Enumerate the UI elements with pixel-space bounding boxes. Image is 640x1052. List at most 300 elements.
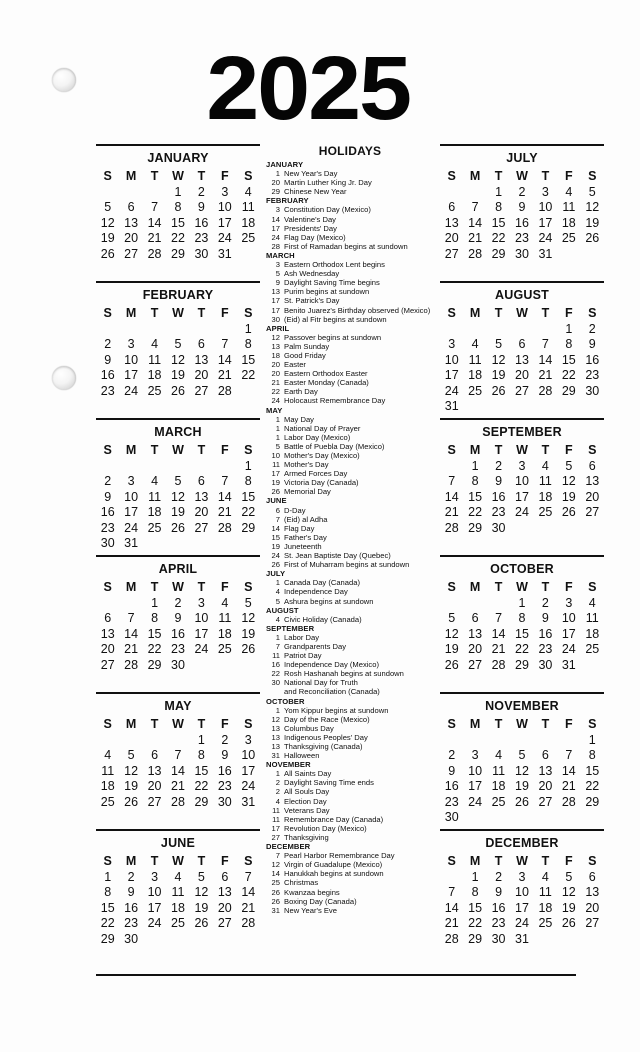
day-cell[interactable]: 23: [491, 505, 506, 520]
day-cell[interactable]: 10: [241, 748, 256, 763]
day-cell[interactable]: 7: [448, 885, 456, 900]
day-cell[interactable]: 27: [585, 505, 600, 520]
day-cell[interactable]: 7: [174, 748, 182, 763]
day-cell[interactable]: 7: [127, 611, 135, 626]
day-cell[interactable]: 13: [124, 215, 139, 230]
day-cell[interactable]: 20: [194, 505, 209, 520]
day-cell[interactable]: 17: [468, 779, 483, 794]
day-cell[interactable]: 30: [100, 536, 115, 551]
day-cell[interactable]: 28: [444, 520, 459, 535]
day-cell[interactable]: 30: [217, 794, 232, 809]
day-cell[interactable]: 12: [171, 352, 185, 367]
day-cell[interactable]: 2: [518, 184, 526, 199]
day-cell[interactable]: 8: [588, 748, 596, 763]
day-cell[interactable]: 14: [468, 215, 483, 230]
day-cell[interactable]: 30: [585, 383, 600, 398]
day-cell[interactable]: 26: [100, 246, 115, 261]
day-cell[interactable]: 1: [244, 458, 252, 473]
day-cell[interactable]: 30: [538, 657, 553, 672]
day-cell[interactable]: 22: [241, 505, 256, 520]
day-cell[interactable]: 18: [491, 779, 506, 794]
day-cell[interactable]: 2: [495, 869, 503, 884]
day-cell[interactable]: 1: [471, 458, 479, 473]
day-cell[interactable]: 1: [174, 184, 182, 199]
day-cell[interactable]: 2: [174, 595, 182, 610]
day-cell[interactable]: 27: [515, 383, 529, 398]
day-cell[interactable]: 8: [495, 200, 503, 215]
day-cell[interactable]: 15: [468, 489, 483, 504]
day-cell[interactable]: 9: [588, 337, 596, 352]
day-cell[interactable]: 31: [217, 246, 232, 261]
day-cell[interactable]: 10: [444, 352, 459, 367]
day-cell[interactable]: 12: [100, 215, 115, 230]
day-cell[interactable]: 12: [124, 763, 139, 778]
day-cell[interactable]: 16: [491, 900, 506, 915]
day-cell[interactable]: 20: [100, 642, 115, 657]
day-cell[interactable]: 19: [100, 231, 115, 246]
day-cell[interactable]: 15: [147, 626, 162, 641]
day-cell[interactable]: 30: [194, 246, 209, 261]
day-cell[interactable]: 21: [444, 505, 459, 520]
day-cell[interactable]: 23: [124, 916, 139, 931]
day-cell[interactable]: 25: [171, 916, 185, 931]
day-cell[interactable]: 20: [585, 489, 600, 504]
day-cell[interactable]: 3: [541, 184, 549, 199]
day-cell[interactable]: 11: [538, 885, 552, 900]
day-cell[interactable]: 6: [541, 748, 549, 763]
day-cell[interactable]: 25: [538, 505, 553, 520]
day-cell[interactable]: 18: [147, 368, 162, 383]
day-cell[interactable]: 13: [147, 763, 162, 778]
day-cell[interactable]: 22: [491, 231, 506, 246]
day-cell[interactable]: 24: [124, 383, 139, 398]
day-cell[interactable]: 3: [151, 869, 159, 884]
day-cell[interactable]: 26: [585, 231, 600, 246]
day-cell[interactable]: 8: [471, 474, 479, 489]
day-cell[interactable]: 22: [194, 779, 209, 794]
day-cell[interactable]: 15: [491, 215, 506, 230]
day-cell[interactable]: 7: [471, 200, 479, 215]
day-cell[interactable]: 1: [565, 321, 573, 336]
day-cell[interactable]: 8: [518, 611, 526, 626]
day-cell[interactable]: 5: [518, 748, 526, 763]
day-cell[interactable]: 27: [585, 916, 600, 931]
day-cell[interactable]: 9: [495, 474, 503, 489]
day-cell[interactable]: 30: [491, 520, 506, 535]
day-cell[interactable]: 16: [100, 368, 115, 383]
day-cell[interactable]: 28: [241, 916, 256, 931]
day-cell[interactable]: 15: [100, 900, 115, 915]
day-cell[interactable]: 10: [538, 200, 553, 215]
day-cell[interactable]: 29: [147, 657, 162, 672]
day-cell[interactable]: 25: [468, 383, 483, 398]
day-cell[interactable]: 31: [124, 536, 139, 551]
day-cell[interactable]: 11: [218, 611, 232, 626]
day-cell[interactable]: 14: [124, 626, 139, 641]
day-cell[interactable]: 6: [197, 337, 205, 352]
day-cell[interactable]: 11: [468, 352, 482, 367]
day-cell[interactable]: 1: [471, 869, 479, 884]
day-cell[interactable]: 2: [221, 732, 229, 747]
day-cell[interactable]: 3: [221, 184, 229, 199]
day-cell[interactable]: 22: [241, 368, 256, 383]
day-cell[interactable]: 14: [538, 352, 553, 367]
day-cell[interactable]: 25: [100, 794, 115, 809]
day-cell[interactable]: 13: [468, 626, 483, 641]
day-cell[interactable]: 11: [101, 763, 115, 778]
day-cell[interactable]: 9: [127, 885, 135, 900]
day-cell[interactable]: 27: [217, 916, 232, 931]
day-cell[interactable]: 7: [541, 337, 549, 352]
day-cell[interactable]: 27: [194, 520, 209, 535]
day-cell[interactable]: 8: [244, 474, 252, 489]
day-cell[interactable]: 18: [468, 368, 483, 383]
day-cell[interactable]: 28: [468, 246, 483, 261]
day-cell[interactable]: 24: [538, 231, 553, 246]
day-cell[interactable]: 14: [561, 763, 576, 778]
day-cell[interactable]: 10: [561, 611, 576, 626]
day-cell[interactable]: 8: [565, 337, 573, 352]
day-cell[interactable]: 16: [515, 215, 529, 230]
day-cell[interactable]: 19: [585, 215, 600, 230]
day-cell[interactable]: 11: [148, 489, 162, 504]
day-cell[interactable]: 29: [194, 794, 209, 809]
day-cell[interactable]: 15: [241, 352, 256, 367]
day-cell[interactable]: 8: [197, 748, 205, 763]
day-cell[interactable]: 23: [538, 642, 553, 657]
day-cell[interactable]: 1: [151, 595, 159, 610]
day-cell[interactable]: 31: [444, 399, 459, 414]
day-cell[interactable]: 14: [217, 352, 232, 367]
day-cell[interactable]: 19: [444, 642, 459, 657]
day-cell[interactable]: 26: [491, 383, 506, 398]
day-cell[interactable]: 17: [124, 505, 139, 520]
day-cell[interactable]: 4: [565, 184, 573, 199]
day-cell[interactable]: 12: [444, 626, 459, 641]
day-cell[interactable]: 23: [515, 231, 529, 246]
day-cell[interactable]: 29: [468, 520, 483, 535]
day-cell[interactable]: 13: [194, 489, 209, 504]
day-cell[interactable]: 25: [147, 520, 162, 535]
day-cell[interactable]: 26: [561, 916, 576, 931]
day-cell[interactable]: 16: [491, 489, 506, 504]
day-cell[interactable]: 13: [194, 352, 209, 367]
day-cell[interactable]: 11: [492, 763, 506, 778]
day-cell[interactable]: 11: [585, 611, 599, 626]
day-cell[interactable]: 5: [174, 474, 182, 489]
day-cell[interactable]: 22: [468, 505, 483, 520]
day-cell[interactable]: 20: [538, 779, 553, 794]
day-cell[interactable]: 16: [100, 505, 115, 520]
day-cell[interactable]: 10: [194, 611, 209, 626]
day-cell[interactable]: 12: [171, 489, 185, 504]
day-cell[interactable]: 10: [124, 352, 139, 367]
day-cell[interactable]: 20: [124, 231, 139, 246]
day-cell[interactable]: 3: [518, 869, 526, 884]
day-cell[interactable]: 2: [104, 474, 112, 489]
day-cell[interactable]: 5: [174, 337, 182, 352]
day-cell[interactable]: 29: [171, 246, 185, 261]
day-cell[interactable]: 5: [244, 595, 252, 610]
day-cell[interactable]: 9: [104, 489, 112, 504]
day-cell[interactable]: 21: [444, 916, 459, 931]
day-cell[interactable]: 6: [221, 869, 229, 884]
day-cell[interactable]: 29: [515, 657, 529, 672]
day-cell[interactable]: 27: [100, 657, 115, 672]
day-cell[interactable]: 24: [217, 231, 232, 246]
day-cell[interactable]: 28: [171, 794, 185, 809]
day-cell[interactable]: 23: [100, 383, 115, 398]
day-cell[interactable]: 1: [588, 732, 596, 747]
day-cell[interactable]: 28: [444, 931, 459, 946]
day-cell[interactable]: 4: [151, 337, 159, 352]
day-cell[interactable]: 27: [147, 794, 162, 809]
day-cell[interactable]: 26: [561, 505, 576, 520]
day-cell[interactable]: 19: [561, 900, 576, 915]
day-cell[interactable]: 6: [518, 337, 526, 352]
day-cell[interactable]: 21: [217, 505, 232, 520]
day-cell[interactable]: 2: [127, 869, 135, 884]
day-cell[interactable]: 13: [538, 763, 553, 778]
day-cell[interactable]: 3: [471, 748, 479, 763]
day-cell[interactable]: 29: [491, 246, 506, 261]
day-cell[interactable]: 9: [541, 611, 549, 626]
day-cell[interactable]: 6: [448, 200, 456, 215]
day-cell[interactable]: 14: [444, 900, 459, 915]
day-cell[interactable]: 24: [194, 642, 209, 657]
day-cell[interactable]: 30: [515, 246, 529, 261]
day-cell[interactable]: 20: [194, 368, 209, 383]
day-cell[interactable]: 10: [217, 200, 232, 215]
day-cell[interactable]: 29: [100, 931, 115, 946]
day-cell[interactable]: 5: [104, 200, 112, 215]
day-cell[interactable]: 12: [194, 885, 209, 900]
day-cell[interactable]: 29: [468, 931, 483, 946]
day-cell[interactable]: 2: [495, 458, 503, 473]
day-cell[interactable]: 23: [491, 916, 506, 931]
day-cell[interactable]: 6: [151, 748, 159, 763]
day-cell[interactable]: 28: [217, 383, 232, 398]
day-cell[interactable]: 7: [221, 337, 229, 352]
day-cell[interactable]: 25: [585, 642, 600, 657]
day-cell[interactable]: 30: [124, 931, 139, 946]
day-cell[interactable]: 26: [515, 794, 529, 809]
day-cell[interactable]: 20: [217, 900, 232, 915]
day-cell[interactable]: 18: [171, 900, 185, 915]
day-cell[interactable]: 10: [147, 885, 162, 900]
day-cell[interactable]: 11: [241, 200, 255, 215]
day-cell[interactable]: 15: [561, 352, 576, 367]
day-cell[interactable]: 26: [171, 383, 185, 398]
day-cell[interactable]: 15: [241, 489, 256, 504]
day-cell[interactable]: 3: [244, 732, 252, 747]
day-cell[interactable]: 16: [124, 900, 139, 915]
day-cell[interactable]: 19: [171, 368, 185, 383]
day-cell[interactable]: 28: [561, 794, 576, 809]
day-cell[interactable]: 5: [127, 748, 135, 763]
day-cell[interactable]: 3: [127, 474, 135, 489]
day-cell[interactable]: 3: [448, 337, 456, 352]
day-cell[interactable]: 25: [561, 231, 576, 246]
day-cell[interactable]: 24: [444, 383, 459, 398]
day-cell[interactable]: 23: [100, 520, 115, 535]
day-cell[interactable]: 13: [100, 626, 115, 641]
day-cell[interactable]: 22: [171, 231, 185, 246]
day-cell[interactable]: 19: [561, 489, 576, 504]
day-cell[interactable]: 9: [197, 200, 205, 215]
day-cell[interactable]: 13: [444, 215, 459, 230]
day-cell[interactable]: 23: [217, 779, 232, 794]
day-cell[interactable]: 15: [468, 900, 483, 915]
day-cell[interactable]: 10: [515, 885, 529, 900]
day-cell[interactable]: 11: [538, 474, 552, 489]
day-cell[interactable]: 4: [588, 595, 596, 610]
day-cell[interactable]: 18: [100, 779, 115, 794]
day-cell[interactable]: 9: [104, 352, 112, 367]
day-cell[interactable]: 10: [468, 763, 483, 778]
day-cell[interactable]: 30: [444, 810, 459, 825]
day-cell[interactable]: 8: [151, 611, 159, 626]
day-cell[interactable]: 12: [491, 352, 506, 367]
day-cell[interactable]: 13: [585, 885, 600, 900]
day-cell[interactable]: 22: [147, 642, 162, 657]
day-cell[interactable]: 7: [565, 748, 573, 763]
day-cell[interactable]: 22: [468, 916, 483, 931]
day-cell[interactable]: 16: [194, 215, 209, 230]
day-cell[interactable]: 29: [241, 520, 256, 535]
day-cell[interactable]: 4: [495, 748, 503, 763]
day-cell[interactable]: 13: [217, 885, 232, 900]
day-cell[interactable]: 9: [518, 200, 526, 215]
day-cell[interactable]: 28: [147, 246, 162, 261]
day-cell[interactable]: 24: [124, 520, 139, 535]
day-cell[interactable]: 19: [124, 779, 139, 794]
day-cell[interactable]: 28: [491, 657, 506, 672]
day-cell[interactable]: 17: [124, 368, 139, 383]
day-cell[interactable]: 25: [491, 794, 506, 809]
day-cell[interactable]: 17: [561, 626, 576, 641]
day-cell[interactable]: 24: [515, 916, 529, 931]
day-cell[interactable]: 28: [124, 657, 139, 672]
day-cell[interactable]: 24: [515, 505, 529, 520]
day-cell[interactable]: 22: [561, 368, 576, 383]
day-cell[interactable]: 8: [244, 337, 252, 352]
day-cell[interactable]: 4: [471, 337, 479, 352]
day-cell[interactable]: 14: [217, 489, 232, 504]
day-cell[interactable]: 19: [241, 626, 256, 641]
day-cell[interactable]: 13: [515, 352, 529, 367]
day-cell[interactable]: 18: [561, 215, 576, 230]
day-cell[interactable]: 31: [538, 246, 553, 261]
day-cell[interactable]: 9: [495, 885, 503, 900]
day-cell[interactable]: 7: [151, 200, 159, 215]
day-cell[interactable]: 16: [444, 779, 459, 794]
day-cell[interactable]: 14: [241, 885, 256, 900]
day-cell[interactable]: 8: [471, 885, 479, 900]
day-cell[interactable]: 6: [104, 611, 112, 626]
day-cell[interactable]: 4: [151, 474, 159, 489]
day-cell[interactable]: 29: [561, 383, 576, 398]
day-cell[interactable]: 13: [585, 474, 600, 489]
day-cell[interactable]: 15: [194, 763, 209, 778]
day-cell[interactable]: 1: [104, 869, 112, 884]
day-cell[interactable]: 28: [217, 520, 232, 535]
day-cell[interactable]: 25: [241, 231, 256, 246]
day-cell[interactable]: 6: [197, 474, 205, 489]
day-cell[interactable]: 7: [221, 474, 229, 489]
day-cell[interactable]: 26: [194, 916, 209, 931]
day-cell[interactable]: 31: [241, 794, 256, 809]
day-cell[interactable]: 4: [174, 869, 182, 884]
day-cell[interactable]: 17: [444, 368, 459, 383]
day-cell[interactable]: 7: [244, 869, 252, 884]
day-cell[interactable]: 17: [241, 763, 256, 778]
day-cell[interactable]: 4: [541, 458, 549, 473]
day-cell[interactable]: 27: [538, 794, 553, 809]
day-cell[interactable]: 21: [241, 900, 256, 915]
day-cell[interactable]: 11: [562, 200, 576, 215]
day-cell[interactable]: 23: [444, 794, 459, 809]
day-cell[interactable]: 10: [515, 474, 529, 489]
day-cell[interactable]: 24: [147, 916, 162, 931]
day-cell[interactable]: 5: [197, 869, 205, 884]
day-cell[interactable]: 30: [491, 931, 506, 946]
day-cell[interactable]: 1: [244, 321, 252, 336]
day-cell[interactable]: 11: [148, 352, 162, 367]
day-cell[interactable]: 9: [448, 763, 456, 778]
day-cell[interactable]: 21: [147, 231, 162, 246]
day-cell[interactable]: 24: [561, 642, 576, 657]
day-cell[interactable]: 21: [468, 231, 483, 246]
day-cell[interactable]: 24: [241, 779, 256, 794]
day-cell[interactable]: 30: [171, 657, 185, 672]
day-cell[interactable]: 2: [541, 595, 549, 610]
day-cell[interactable]: 3: [127, 337, 135, 352]
day-cell[interactable]: 5: [565, 458, 573, 473]
day-cell[interactable]: 12: [561, 474, 576, 489]
day-cell[interactable]: 5: [495, 337, 503, 352]
day-cell[interactable]: 18: [217, 626, 232, 641]
day-cell[interactable]: 6: [471, 611, 479, 626]
day-cell[interactable]: 20: [468, 642, 483, 657]
day-cell[interactable]: 15: [171, 215, 185, 230]
day-cell[interactable]: 21: [217, 368, 232, 383]
day-cell[interactable]: 28: [538, 383, 553, 398]
day-cell[interactable]: 2: [588, 321, 596, 336]
day-cell[interactable]: 4: [104, 748, 112, 763]
day-cell[interactable]: 29: [585, 794, 600, 809]
day-cell[interactable]: 20: [147, 779, 162, 794]
day-cell[interactable]: 7: [448, 474, 456, 489]
day-cell[interactable]: 21: [538, 368, 553, 383]
day-cell[interactable]: 1: [495, 184, 503, 199]
day-cell[interactable]: 27: [124, 246, 139, 261]
day-cell[interactable]: 19: [194, 900, 209, 915]
day-cell[interactable]: 14: [491, 626, 506, 641]
day-cell[interactable]: 21: [171, 779, 185, 794]
day-cell[interactable]: 14: [171, 763, 185, 778]
day-cell[interactable]: 2: [448, 748, 456, 763]
day-cell[interactable]: 27: [194, 383, 209, 398]
day-cell[interactable]: 17: [538, 215, 553, 230]
day-cell[interactable]: 17: [217, 215, 232, 230]
day-cell[interactable]: 2: [197, 184, 205, 199]
day-cell[interactable]: 26: [444, 657, 459, 672]
day-cell[interactable]: 1: [197, 732, 205, 747]
day-cell[interactable]: 4: [244, 184, 252, 199]
day-cell[interactable]: 17: [515, 900, 529, 915]
day-cell[interactable]: 16: [171, 626, 185, 641]
